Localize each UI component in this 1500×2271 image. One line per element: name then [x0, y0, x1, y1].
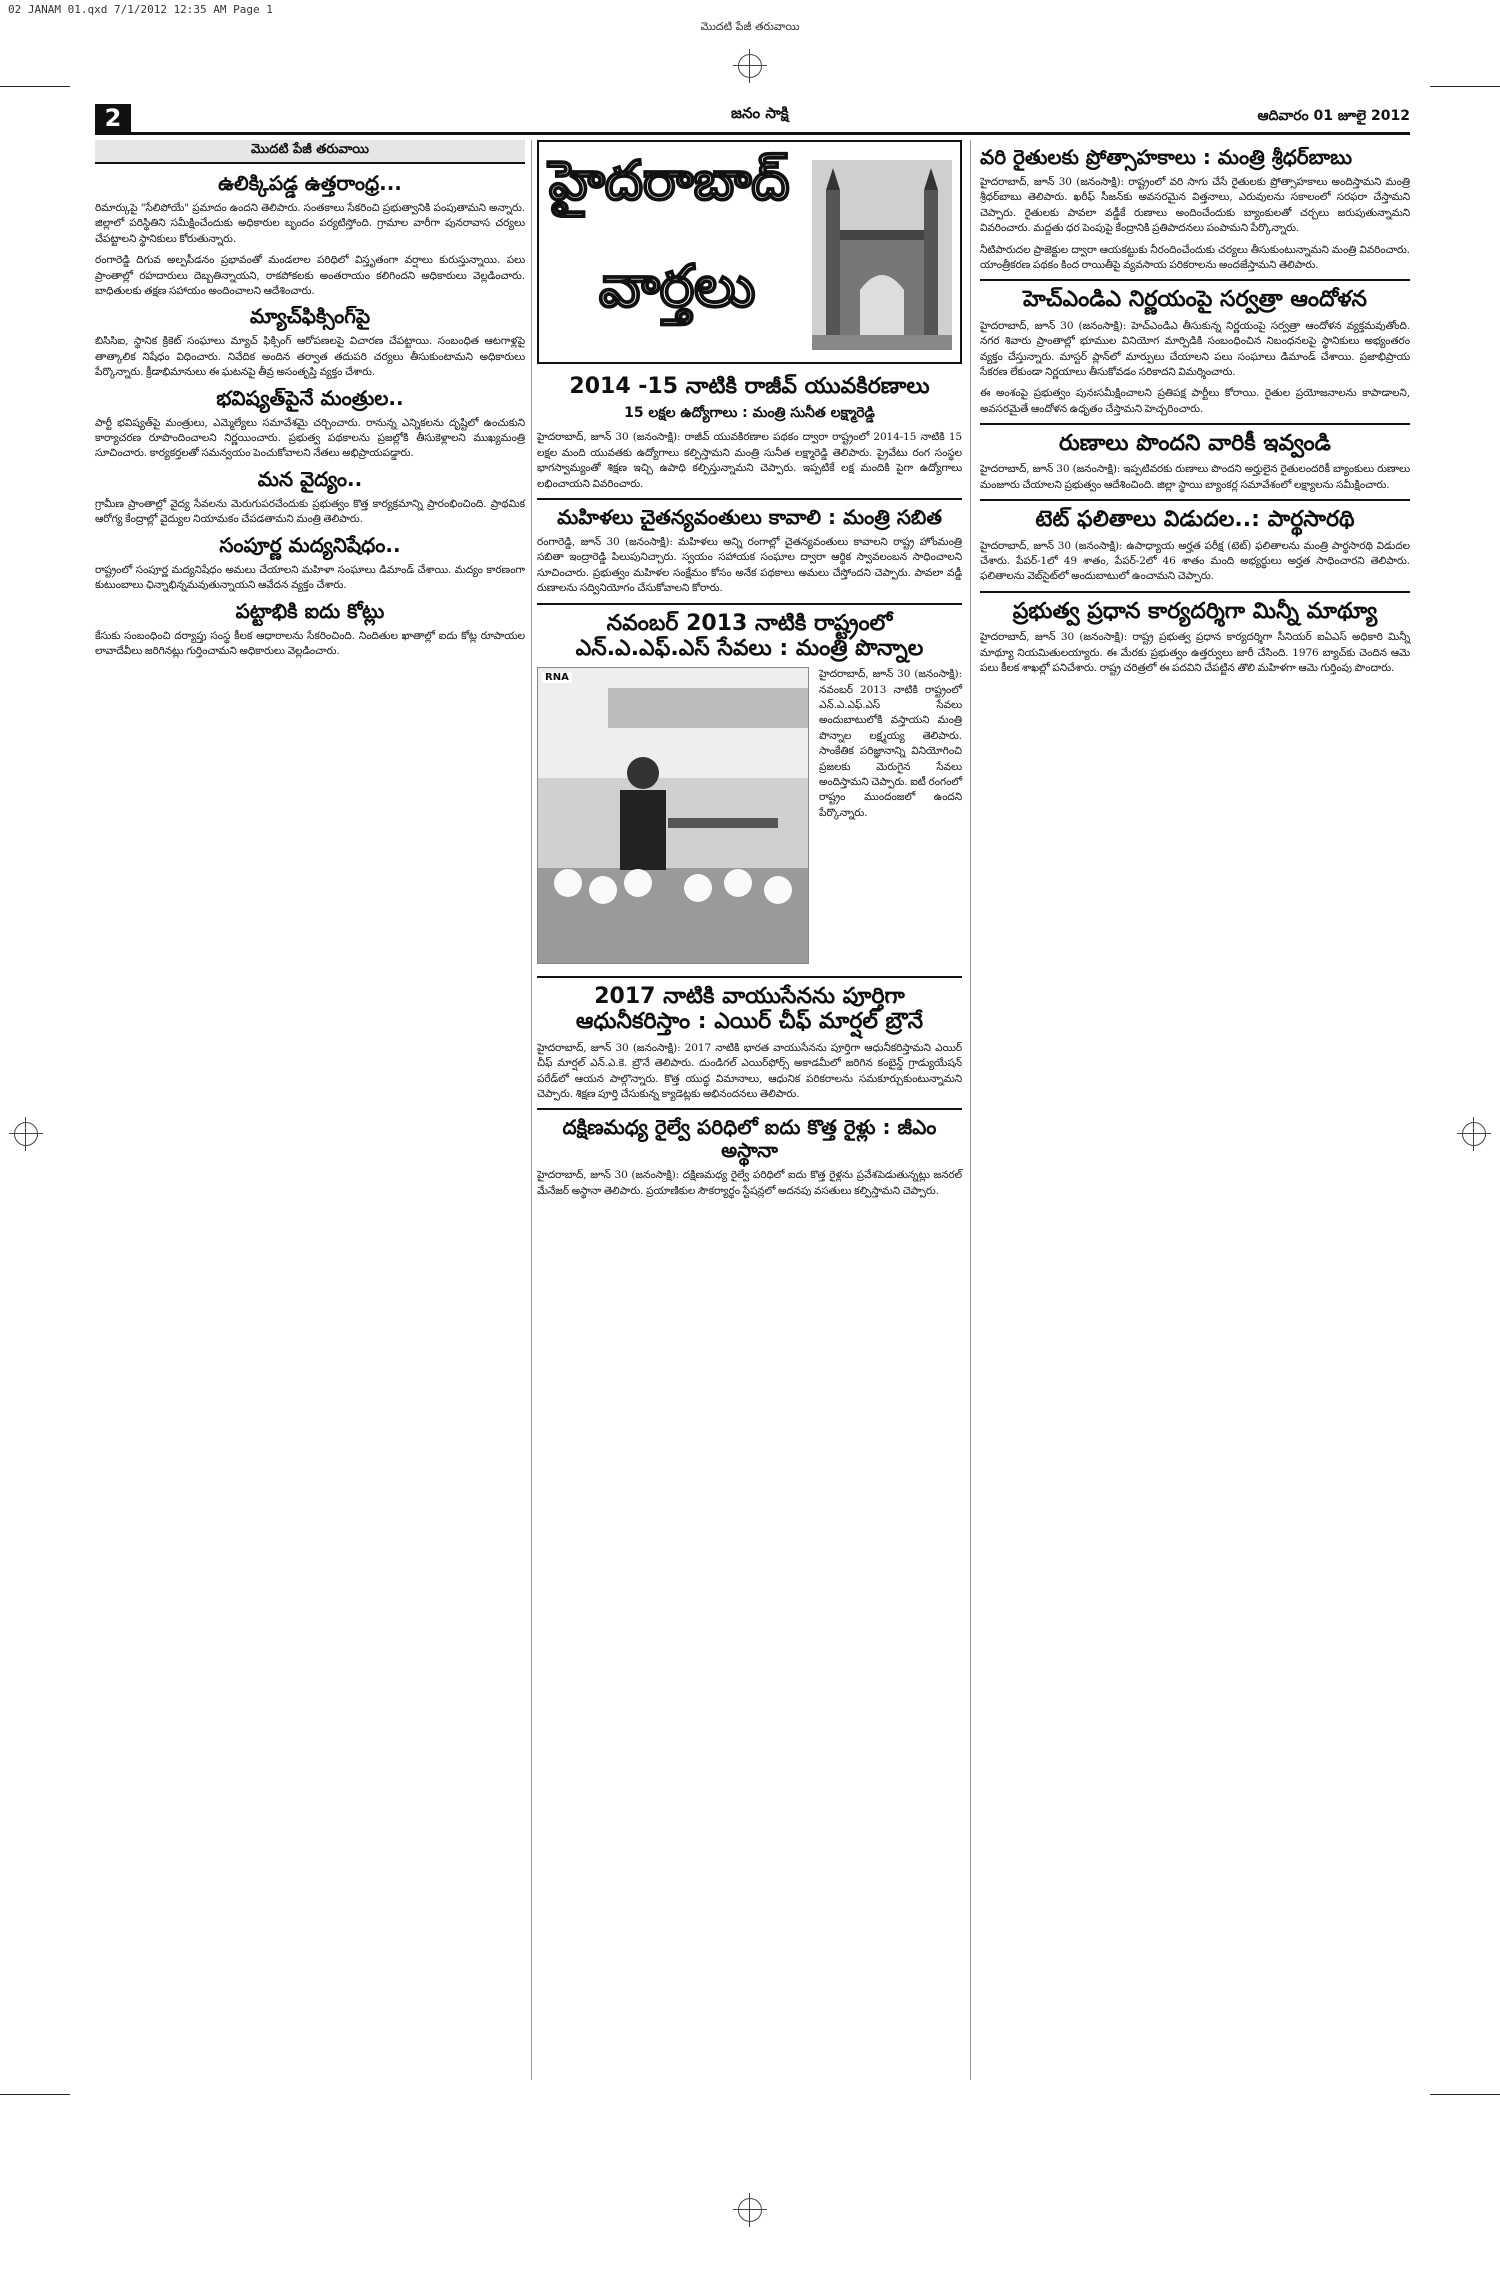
- article-paragraph: హైదరాబాద్, జూన్ 30 (జనంసాక్షి): రాష్ట్రంలో వరి సాగు చేసే రైతులకు ప్రోత్సాహకాలు అందిస్తామని మంత్రి శ్రీధర్‌బాబు తెలిపారు. ఖరీఫ్ సీజన్‌కు అవసరమైన విత్తనాలు, ఎరువులను సకాలంలో సరఫరా చేస్తామని చెప్పారు. రైతులకు పావలా వడ్డీకే రుణాలు అందించేందుకు బ్యాంకులతో చర్చలు జరుపుతున్నామని వివరించారు. మద్దతు ధర పెంపుపై కేంద్రానికి ప్రతిపాదనలు పంపామని పేర్కొన్నారు.: [980, 176, 1410, 235]
- headline-ponnala: నవంబర్ 2013 నాటికి రాష్ట్రంలో ఎన్.ఎ.ఎఫ్.ఎస్ సేవలు : మంత్రి పొన్నాల: [575, 610, 924, 661]
- headline-chief-secretary: ప్రభుత్వ ప్రధాన కార్యదర్శిగా మిన్నీ మాథ్యూ: [1012, 598, 1378, 624]
- hyderabad-news-banner: [537, 140, 962, 364]
- article-paragraph: ఈ అంశంపై ప్రభుత్వం పునఃసమీక్షించాలని ప్రతిపక్ష పార్టీలు కోరాయి. రైతుల ప్రయోజనాలను కాపాడాలని, అవసరమైతే ఆందోళన ఉధృతం చేస్తామని హెచ్చరించారు.: [980, 387, 1410, 415]
- charminar-illustration: [812, 160, 952, 350]
- article-divider: [537, 976, 962, 978]
- article-paragraph: రంగారెడ్డి, జూన్ 30 (జనంసాక్షి): మహిళలు అన్ని రంగాల్లో చైతన్యవంతులు కావాలని రాష్ట్ర హోంమంత్రి సబితా ఇంద్రారెడ్డి పిలుపునిచ్చారు. స్వయం సహాయక సంఘాల ద్వారా ఆర్థిక స్వావలంబన సాధించాలని సూచించారు. ప్రభుత్వం మహిళల సంక్షేమం కోసం అనేక పథకాలు అమలు చేస్తోందని చెప్పారు. పావలా వడ్డీ రుణాలను సద్వినియోగం చేసుకోవాలని కోరారు.: [537, 535, 962, 595]
- article-paragraph: బిసిసిఐ, స్థానిక క్రికెట్ సంఘాలు మ్యాచ్ ఫిక్సింగ్ ఆరోపణలపై విచారణ చేపట్టాయి. సంబంధిత ఆటగాళ్లపై తాత్కాలిక నిషేధం విధించారు. నివేదిక అందిన తర్వాత తదుపరి చర్యలు తీసుకుంటామని అధికారులు పేర్కొన్నారు. క్రీడాభిమానులు ఈ ఘటనపై తీవ్ర అసంతృప్తి వ్యక్తం చేశారు.: [95, 335, 525, 379]
- column-middle: [537, 140, 962, 1205]
- news-photo-fair: [537, 667, 809, 964]
- article-paragraph: హైదరాబాద్, జూన్ 30 (జనంసాక్షి): ఉపాధ్యాయ అర్హత పరీక్ష (టెట్) ఫలితాలను మంత్రి పార్థసారథి విడుదల చేశారు. పేపర్-1లో 49 శాతం, పేపర్-2లో 46 శాతం మంది అభ్యర్థులు అర్హత సాధించారని తెలిపారు. ఫలితాలను వెబ్‌సైట్‌లో అందుబాటులో ఉంచామని చెప్పారు.: [980, 539, 1410, 583]
- article-paragraph: నీటిపారుదల ప్రాజెక్టుల ద్వారా ఆయకట్టుకు నీరందించేందుకు చర్యలు తీసుకుంటున్నామని మంత్రి వివరించారు. యాంత్రీకరణ పథకం కింద రాయితీపై వ్యవసాయ పరికరాలను అందజేస్తామని తెలిపారు.: [980, 243, 1410, 272]
- banner-title-line2: వార్తలు: [599, 252, 756, 320]
- article-paragraph: హైదరాబాద్, జూన్ 30 (జనంసాక్షి): దక్షిణమధ్య రైల్వే పరిధిలో ఐదు కొత్త రైళ్లను ప్రవేశపెడుతున్నట్లు జనరల్ మేనేజర్ అస్థానా తెలిపారు. ప్రయాణికుల సౌకర్యార్థం స్టేషన్లలో అదనపు వసతులు కల్పిస్తామని చెప్పారు.: [537, 1169, 962, 1197]
- registration-mark-left: [14, 1122, 38, 1146]
- crop-line: [0, 86, 70, 87]
- article-paragraph: హైదరాబాద్, జూన్ 30 (జనంసాక్షి): హెచ్ఎండిఎ తీసుకున్న నిర్ణయంపై సర్వత్రా ఆందోళన వ్యక్తమవుతోంది. నగర శివారు ప్రాంతాల్లో భూముల వినియోగ మార్పిడికి సంబంధించిన నిబంధనలపై స్థానికులు అభ్యంతరం వ్యక్తం చేస్తున్నారు. మాస్టర్ ప్లాన్‌లో మార్పులు చేయాలని పలు సంఘాలు డిమాండ్ చేశాయి. ప్రజాభిప్రాయ సేకరణ లేకుండా నిర్ణయాలు తీసుకోవడం సరికాదని విమర్శించారు.: [980, 319, 1410, 378]
- headline-hmda: హెచ్ఎండిఎ నిర్ణయంపై సర్వత్రా ఆందోళన: [1023, 287, 1367, 313]
- issue-date: ఆదివారం 01 జూలై 2012: [1257, 108, 1410, 124]
- headline-pattabhi: పట్టాభికి ఐదు కోట్లు: [235, 598, 385, 623]
- headline-rajiv-yuvakiranalu: 2014 -15 నాటికి రాజీవ్ యువకిరణాలు: [569, 374, 930, 399]
- registration-mark-right: [1462, 1122, 1486, 1146]
- article-divider: [980, 423, 1410, 425]
- headline-sabitha: మహిళలు చైతన్యవంతులు కావాలి : మంత్రి సబిత: [557, 504, 942, 529]
- article-paragraph: హైదరాబాద్, జూన్ 30 (జనంసాక్షి): రాష్ట్ర ప్రభుత్వ ప్రధాన కార్యదర్శిగా సీనియర్ ఐఏఎస్ అధికారి మిన్నీ మాథ్యూ నియమితులయ్యారు. ఈ మేరకు ప్రభుత్వం ఉత్తర్వులు జారీ చేసింది. 1976 బ్యాచ్‌కు చెందిన ఆమె పలు కీలక శాఖల్లో పనిచేశారు. రాష్ట్ర చరిత్రలో ఈ పదవిని చేపట్టిన తొలి మహిళగా ఆమె గుర్తింపు పొందారు.: [980, 631, 1410, 674]
- headline-paddy-farmers: వరి రైతులకు ప్రోత్సాహకాలు : మంత్రి శ్రీధర్‌బాబు: [980, 145, 1353, 169]
- event-photo-illustration: [538, 668, 808, 963]
- article-divider: [537, 1108, 962, 1110]
- photo-agency-label: RNA: [542, 672, 572, 683]
- headline-prohibition: సంపూర్ణ మద్యనిషేధం..: [219, 532, 401, 557]
- article-paragraph: పార్టీ భవిష్యత్‌పై మంత్రులు, ఎమ్మెల్యేలు సమావేశమై చర్చించారు. రానున్న ఎన్నికలను దృష్టిలో ఉంచుకుని కార్యాచరణ రూపొందించాలని నిర్ణయించారు. ప్రభుత్వ పథకాలను ప్రజల్లోకి తీసుకెళ్లాలని ముఖ్యమంత్రి సూచించారు. కార్యకర్తలతో సమన్వయం పెంచుకోవాలని నేతలు అభిప్రాయపడ్డారు.: [95, 416, 525, 460]
- page-header: [95, 104, 1410, 135]
- page-number: 2: [95, 104, 131, 132]
- article-paragraph: రాష్ట్రంలో సంపూర్ణ మద్యనిషేధం అమలు చేయాలని మహిళా సంఘాలు డిమాండ్ చేశాయి. మద్యం కారణంగా కుటుంబాలు ఛిన్నాభిన్నమవుతున్నాయని ఆవేదన వ్యక్తం చేశారు.: [95, 563, 525, 592]
- article-paragraph: రిమార్కుపై "సేలిపోయే" ప్రమాదం ఉందని తెలిపారు. సంతకాలు సేకరించి ప్రభుత్వానికి పంపుతామని అన్నారు. జిల్లాలో పరిస్థితిని సమీక్షించేందుకు అధికారుల బృందం పర్యటిస్తోంది. గ్రామాల వారీగా పునరావాస చర్యలు చేపట్టాలని స్థానికులు కోరుతున్నారు.: [95, 202, 525, 245]
- article-paragraph: గ్రామీణ ప్రాంతాల్లో వైద్య సేవలను మెరుగుపరచేందుకు ప్రభుత్వం కొత్త కార్యక్రమాన్ని ప్రారంభించింది. ప్రాథమిక ఆరోగ్య కేంద్రాల్లో వైద్యుల నియామకం చేపడతామని మంత్రి తెలిపారు.: [95, 497, 525, 526]
- article-divider: [980, 499, 1410, 501]
- headline-airforce: 2017 నాటికి వాయుసేనను పూర్తిగా ఆధునీకరిస్తాం : ఎయిర్ చీఫ్ మార్షల్ బ్రౌనే: [575, 984, 924, 1035]
- top-caption: మొదటి పేజీ తరువాయి: [700, 20, 800, 33]
- headline-railway: దక్షిణమధ్య రైల్వే పరిధిలో ఐదు కొత్త రైళ్లు : జీఎం అస్థానా: [562, 1115, 937, 1163]
- article-divider: [537, 498, 962, 500]
- subheadline-jobs: 15 లక్షల ఉద్యోగాలు : మంత్రి సునీత లక్ష్మారెడ్డి: [624, 405, 875, 422]
- banner-title-line1: హైదరాబాద్: [549, 148, 790, 212]
- headline-medicine: మన వైద్యం..: [257, 466, 363, 491]
- article-paragraph: హైదరాబాద్, జూన్ 30 (జనంసాక్షి): ఇప్పటివరకు రుణాలు పొందని అర్హులైన రైతులందరికీ బ్యాంకులు రుణాలు మంజూరు చేయాలని ప్రభుత్వం ఆదేశించింది. జిల్లా స్థాయి బ్యాంకర్ల సమావేశంలో లక్ష్యాలను సమీక్షించారు.: [980, 463, 1410, 491]
- registration-mark-bottom: [738, 2198, 762, 2222]
- headline-tet-results: టెట్ ఫలితాలు విడుదల..: పార్థసారథి: [1035, 507, 1355, 533]
- column-divider: [531, 140, 532, 2080]
- article-divider: [537, 603, 962, 605]
- continued-kicker: మొదటి పేజీ తరువాయి: [95, 140, 525, 164]
- registration-mark-top: [738, 54, 762, 78]
- article-divider: [980, 279, 1410, 281]
- column-left: [95, 140, 525, 665]
- file-slug: 02 JANAM 01.qxd 7/1/2012 12:35 AM Page 1: [8, 3, 273, 16]
- column-right: [980, 140, 1410, 682]
- article-paragraph: హైదరాబాద్, జూన్ 30 (జనంసాక్షి): నవంబర్ 2013 నాటికి రాష్ట్రంలో ఎన్.ఎ.ఎఫ్.ఎస్ సేవలు అందుబాటులోకి వస్తాయని మంత్రి పొన్నాల లక్ష్మయ్య తెలిపారు. సాంకేతిక పరిజ్ఞానాన్ని వినియోగించి ప్రజలకు మెరుగైన సేవలు అందిస్తామని చెప్పారు. ఐటీ రంగంలో రాష్ట్రం ముందంజలో ఉందని పేర్కొన్నారు.: [819, 668, 962, 819]
- headline-uttarandhra: ఉలిక్కిపడ్డ ఉత్తరాంధ్ర...: [218, 171, 402, 195]
- crop-line: [1430, 2094, 1500, 2095]
- article-divider: [980, 591, 1410, 593]
- headline-ministers: భవిష్యత్‌పైనే మంత్రుల..: [216, 385, 404, 410]
- column-divider: [970, 140, 971, 2080]
- article-paragraph: రంగారెడ్డి దిగువ అల్పపీడనం ప్రభావంతో మండలాల పరిధిలో విస్తృతంగా వర్షాలు కురుస్తున్నాయి. పలు ప్రాంతాల్లో రహదారులు దెబ్బతిన్నాయని, రాకపోకలకు అంతరాయం కలిగిందని అధికారులు వెల్లడించారు. బాధితులకు తక్షణ సహాయం అందించాలని ఆదేశించారు.: [95, 254, 525, 298]
- article-paragraph: హైదరాబాద్, జూన్ 30 (జనంసాక్షి): రాజీవ్ యువకిరణాల పథకం ద్వారా రాష్ట్రంలో 2014-15 నాటికి 15 లక్షల మంది యువతకు ఉద్యోగాలు కల్పిస్తామని మంత్రి సునీత లక్ష్మారెడ్డి తెలిపారు. ప్రైవేటు రంగ సంస్థల భాగస్వామ్యంతో శిక్షణ ఇచ్చి ఉపాధి కల్పిస్తున్నామని చెప్పారు. ఇప్పటికే లక్ష మందికి పైగా ఉద్యోగాలు లభించాయని వివరించారు.: [537, 431, 962, 490]
- article-paragraph: హైదరాబాద్, జూన్ 30 (జనంసాక్షి): 2017 నాటికి భారత వాయుసేనను పూర్తిగా ఆధునీకరిస్తామని ఎయిర్ చీఫ్ మార్షల్ ఎన్.ఎ.కె. బ్రౌనే తెలిపారు. దుండిగల్ ఎయిర్‌ఫోర్స్ అకాడమీలో జరిగిన కంబైన్డ్ గ్రాడ్యుయేషన్ పరేడ్‌లో ఆయన పాల్గొన్నారు. కొత్త యుద్ధ విమానాలు, ఆధునిక పరికరాలను సమకూర్చుకుంటున్నామని చెప్పారు. శిక్షణ పూర్తి చేసుకున్న క్యాడెట్లకు అభినందనలు తెలిపారు.: [537, 1041, 962, 1100]
- crop-line: [0, 2094, 70, 2095]
- crop-line: [1430, 86, 1500, 87]
- article-paragraph: కేసుకు సంబంధించి దర్యాప్తు సంస్థ కీలక ఆధారాలను సేకరించింది. నిందితుల ఖాతాల్లో ఐదు కోట్ల రూపాయల లావాదేవీలు జరిగినట్లు గుర్తించామని అధికారులు వెల్లడించారు.: [95, 629, 525, 657]
- masthead-logo: జనం సాక్షి: [731, 104, 789, 122]
- headline-match-fixing: మ్యాచ్‌ఫిక్సింగ్‌పై: [249, 304, 371, 329]
- headline-loans: రుణాలు పొందని వారికీ ఇవ్వండి: [1059, 431, 1331, 457]
